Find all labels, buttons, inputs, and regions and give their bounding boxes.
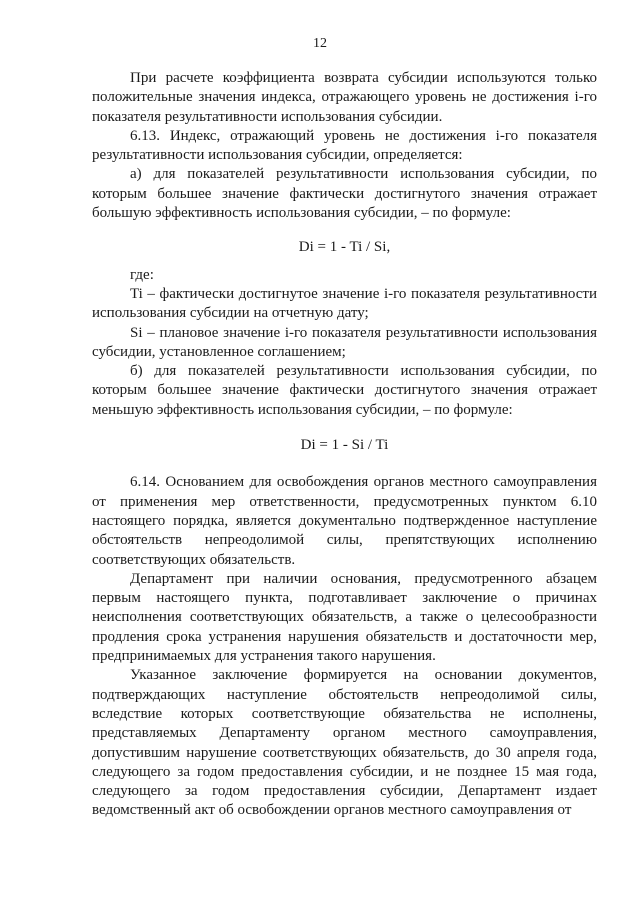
formula-di-2: Di = 1 - Si / Ti: [300, 437, 389, 454]
document-body: [92, 69, 597, 821]
paragraph-conclusion-basis: Указанное заключение формируется на основании документов, подтверждающих наступление обстоятельств непреодолимой силы, вследствие которых соответствующие обязательства не исполнены, представляемых Департаменту органом местного самоуправления, допустившим нарушение соответствующих обязательств, до 30 апреля года, следующего за годом предоставления субсидии, и не позднее 15 мая года, следующего за годом предоставления субсидии, Департамент издает ведомственный акт об освобождении органов местного самоуправления от: [92, 667, 597, 819]
where-label: где:: [130, 266, 154, 283]
paragraph-department-conclusion: Департамент при наличии основания, предусмотренного абзацем первым настоящего пункта, подготавливает заключение о причинах неисполнения соответствующих обязательств, а также о целесообразности продления срока устранения нарушения обязательств и достаточности мер, предпринимаемых для устранения такого нарушения.: [92, 570, 597, 665]
paragraph-6-13-a: а) для показателей результативности использования субсидии, по которым большее значение фактически достигнутого значения отражает большую эффективность использования субсидии, – по формуле:: [92, 166, 597, 222]
definition-si: Si – плановое значение i-го показателя результативности использования субсидии, установленное соглашением;: [92, 324, 597, 360]
paragraph-6-14: 6.14. Основанием для освобождения органов местного самоуправления от применения мер ответственности, предусмотренных пунктом 6.10 настоящего порядка, является документально подтвержденное наступление обстоятельств непреодолимой силы, препятствующих исполнению соответствующих обязательств.: [92, 474, 597, 568]
paragraph-6-13-b: б) для показателей результативности использования субсидии, по которым большее значение фактически достигнутого значения отражает меньшую эффективность использования субсидии, – по формуле:: [92, 363, 597, 418]
paragraph-6-13: 6.13. Индекс, отражающий уровень не достижения i-го показателя результативности использования субсидии, определяется:: [92, 127, 597, 164]
page-number: 12: [313, 36, 327, 51]
definition-ti: Ti – фактически достигнутое значение i-го показателя результативности использования субсидии на отчетную дату;: [92, 285, 597, 322]
paragraph-coefficient-note: При расчете коэффициента возврата субсидии используются только положительные значения индекса, отражающего уровень не достижения i-го показателя результативности использования субсидии.: [92, 70, 597, 125]
formula-di-1: Di = 1 - Ti / Si,: [298, 239, 391, 256]
